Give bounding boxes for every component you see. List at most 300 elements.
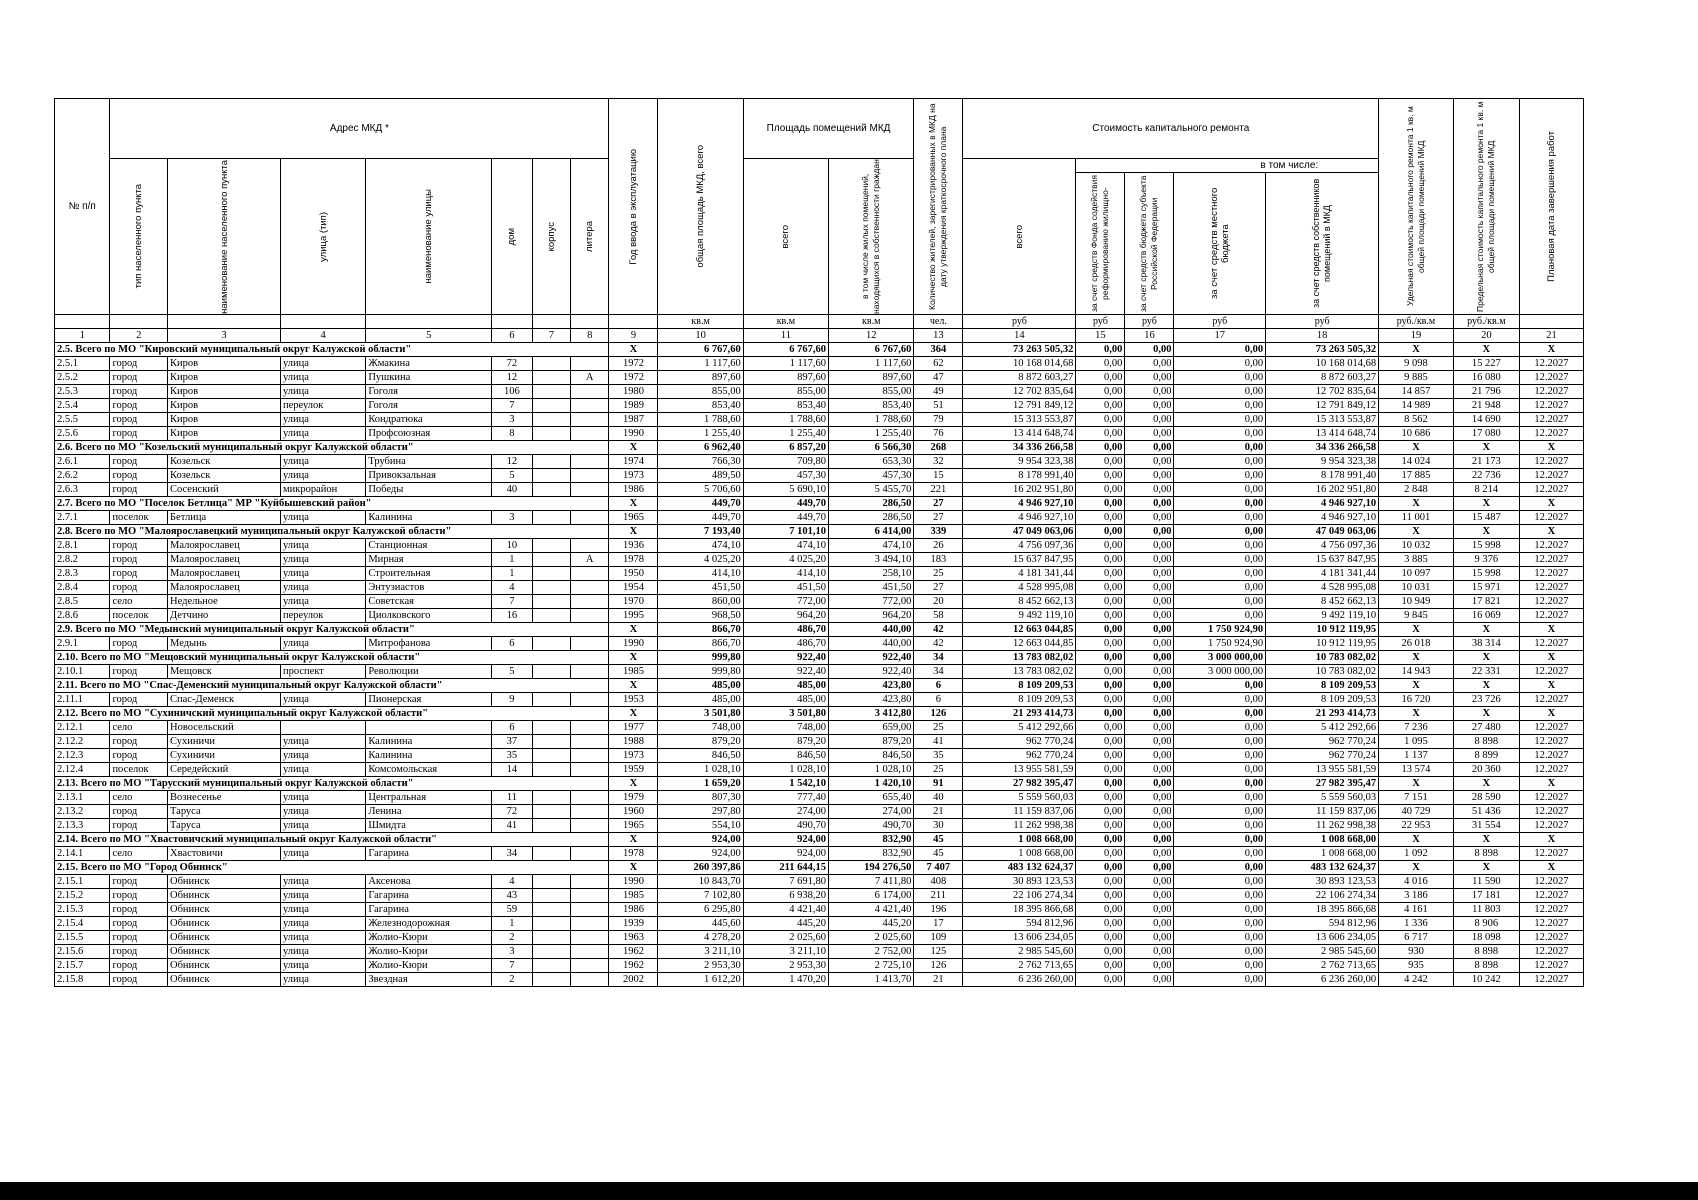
cost-subject: 0,00 (1125, 511, 1174, 525)
total-area: 1 028,10 (658, 763, 743, 777)
col-street-type-header: улица (тип) (281, 159, 366, 315)
year: 1978 (609, 847, 658, 861)
cost-total: 4 756 097,36 (963, 539, 1076, 553)
litera (571, 427, 609, 441)
cost-owners: 1 008 668,00 (1266, 847, 1379, 861)
area-citizens: 286,50 (829, 497, 914, 511)
unit-cell (492, 315, 533, 329)
capital-repair-plan-sheet (54, 98, 1584, 987)
cost-fund: 0,00 (1076, 805, 1125, 819)
completion-date: 12.2027 (1519, 959, 1583, 973)
cost-owners: 4 181 341,44 (1266, 567, 1379, 581)
street-name: Кондратюка (366, 413, 492, 427)
specific-cost: 3 885 (1379, 553, 1454, 567)
cost-subject: 0,00 (1125, 385, 1174, 399)
cost-fund: 0,00 (1076, 763, 1125, 777)
cost-local: 0,00 (1174, 455, 1266, 469)
unit-cell: руб (1174, 315, 1266, 329)
area-citizens: 258,10 (829, 567, 914, 581)
area-citizens: 846,50 (829, 749, 914, 763)
settlement-name: Киров (168, 385, 281, 399)
residents: 27 (914, 581, 963, 595)
units-row (55, 315, 1584, 329)
settlement-name: Сухиничи (168, 749, 281, 763)
settlement-type: город (110, 917, 168, 931)
area-citizens: 853,40 (829, 399, 914, 413)
street-type: улица (281, 385, 366, 399)
litera (571, 357, 609, 371)
year: X (609, 497, 658, 511)
litera (571, 945, 609, 959)
street-name: Шмидта (366, 819, 492, 833)
unit-cell: руб./кв.м (1379, 315, 1454, 329)
unit-cell (55, 315, 110, 329)
cost-subject: 0,00 (1125, 665, 1174, 679)
street-type: переулок (281, 609, 366, 623)
limit-cost: 8 899 (1453, 749, 1519, 763)
korpus (532, 791, 570, 805)
row-number: 2.8.4 (55, 581, 110, 595)
cost-owners: 30 893 123,53 (1266, 875, 1379, 889)
group-total-row (55, 707, 1584, 721)
col-limit-cost-header: Предельная стоимость капитального ремонта 1 кв. м общей площади помещений МКД (1453, 99, 1519, 315)
street-type: улица (281, 427, 366, 441)
street-type: улица (281, 889, 366, 903)
settlement-type: город (110, 483, 168, 497)
row-number: 2.5.3 (55, 385, 110, 399)
residents: 30 (914, 819, 963, 833)
korpus (532, 693, 570, 707)
table-row (55, 875, 1584, 889)
cost-local: 0,00 (1174, 917, 1266, 931)
group-name: 2.15. Всего по МО "Город Обнинск" (55, 861, 609, 875)
litera (571, 665, 609, 679)
specific-cost: 3 186 (1379, 889, 1454, 903)
settlement-type: город (110, 455, 168, 469)
area-all: 457,30 (743, 469, 828, 483)
row-number: 2.8.2 (55, 553, 110, 567)
completion-date: X (1519, 651, 1583, 665)
col-settle-name-header: наименование населенного пункта (168, 159, 281, 315)
year: 1988 (609, 735, 658, 749)
residents: 408 (914, 875, 963, 889)
group-name: 2.10. Всего по МО "Мещовский муниципальный округ Калужской области" (55, 651, 609, 665)
cost-subject: 0,00 (1125, 749, 1174, 763)
cost-total: 13 414 648,74 (963, 427, 1076, 441)
cost-total: 73 263 505,32 (963, 343, 1076, 357)
limit-cost: 15 998 (1453, 539, 1519, 553)
cost-subject: 0,00 (1125, 483, 1174, 497)
street-type: улица (281, 539, 366, 553)
cost-local: 0,00 (1174, 721, 1266, 735)
cost-local: 0,00 (1174, 973, 1266, 987)
korpus (532, 917, 570, 931)
cost-local: 0,00 (1174, 959, 1266, 973)
area-all: 897,60 (743, 371, 828, 385)
litera (571, 469, 609, 483)
cost-subject: 0,00 (1125, 833, 1174, 847)
area-all: 772,00 (743, 595, 828, 609)
house-number: 3 (492, 945, 533, 959)
table-row (55, 791, 1584, 805)
specific-cost: 930 (1379, 945, 1454, 959)
cost-local: 3 000 000,00 (1174, 651, 1266, 665)
residents: 7 407 (914, 861, 963, 875)
street-name: Советская (366, 595, 492, 609)
area-citizens: 655,40 (829, 791, 914, 805)
table-row (55, 959, 1584, 973)
group-name: 2.14. Всего по МО "Хвастовичский муниципальный округ Калужской области" (55, 833, 609, 847)
area-citizens: 1 255,40 (829, 427, 914, 441)
area-citizens: 451,50 (829, 581, 914, 595)
year: 2002 (609, 973, 658, 987)
limit-cost: X (1453, 343, 1519, 357)
row-number: 2.5.4 (55, 399, 110, 413)
area-citizens: 474,10 (829, 539, 914, 553)
year: X (609, 777, 658, 791)
street-name: Жолио-Кюри (366, 945, 492, 959)
cost-subject: 0,00 (1125, 903, 1174, 917)
total-area: 485,00 (658, 693, 743, 707)
total-area: 860,00 (658, 595, 743, 609)
cost-local: 0,00 (1174, 763, 1266, 777)
row-number: 2.15.5 (55, 931, 110, 945)
row-number: 2.5.2 (55, 371, 110, 385)
settlement-name: Медынь (168, 637, 281, 651)
cost-subject: 0,00 (1125, 539, 1174, 553)
cost-fund: 0,00 (1076, 623, 1125, 637)
street-name: Пушкина (366, 371, 492, 385)
table-row (55, 399, 1584, 413)
cost-local: 0,00 (1174, 791, 1266, 805)
cost-local: 0,00 (1174, 847, 1266, 861)
street-type: улица (281, 581, 366, 595)
total-area: 6 295,80 (658, 903, 743, 917)
cost-owners: 10 783 082,02 (1266, 665, 1379, 679)
street-type: улица (281, 931, 366, 945)
street-name: Революции (366, 665, 492, 679)
street-type (281, 721, 366, 735)
street-name: Гоголя (366, 399, 492, 413)
completion-date: 12.2027 (1519, 483, 1583, 497)
specific-cost: 1 095 (1379, 735, 1454, 749)
cost-local: 0,00 (1174, 679, 1266, 693)
cost-owners: 9 492 119,10 (1266, 609, 1379, 623)
area-citizens: 6 414,00 (829, 525, 914, 539)
residents: 196 (914, 903, 963, 917)
residents: 21 (914, 805, 963, 819)
specific-cost: 14 943 (1379, 665, 1454, 679)
cost-total: 4 528 995,08 (963, 581, 1076, 595)
house-number: 1 (492, 553, 533, 567)
area-citizens: 5 455,70 (829, 483, 914, 497)
limit-cost: 28 590 (1453, 791, 1519, 805)
specific-cost: 11 001 (1379, 511, 1454, 525)
house-number: 3 (492, 413, 533, 427)
cost-subject: 0,00 (1125, 469, 1174, 483)
group-total-row (55, 833, 1584, 847)
year: 1970 (609, 595, 658, 609)
settlement-type: город (110, 973, 168, 987)
column-number-cell: 12 (829, 329, 914, 343)
settlement-type: город (110, 553, 168, 567)
litera (571, 791, 609, 805)
year: X (609, 441, 658, 455)
korpus (532, 511, 570, 525)
specific-cost: 4 161 (1379, 903, 1454, 917)
litera (571, 399, 609, 413)
settlement-name: Малоярославец (168, 539, 281, 553)
korpus (532, 875, 570, 889)
settlement-name: Хвастовичи (168, 847, 281, 861)
table-row (55, 427, 1584, 441)
limit-cost: 16 080 (1453, 371, 1519, 385)
cost-total: 15 313 553,87 (963, 413, 1076, 427)
area-all: 922,40 (743, 651, 828, 665)
cost-total: 30 893 123,53 (963, 875, 1076, 889)
year: X (609, 833, 658, 847)
table-row (55, 609, 1584, 623)
residents: 183 (914, 553, 963, 567)
litera (571, 875, 609, 889)
year: 1953 (609, 693, 658, 707)
cost-local: 0,00 (1174, 525, 1266, 539)
street-type: улица (281, 917, 366, 931)
column-number-cell: 11 (743, 329, 828, 343)
cost-local: 0,00 (1174, 903, 1266, 917)
litera (571, 539, 609, 553)
specific-cost: 13 574 (1379, 763, 1454, 777)
area-citizens: 6 566,30 (829, 441, 914, 455)
area-all: 2 953,30 (743, 959, 828, 973)
street-type: микрорайон (281, 483, 366, 497)
street-name: Ленина (366, 805, 492, 819)
cost-total: 1 008 668,00 (963, 833, 1076, 847)
table-row (55, 693, 1584, 707)
cost-subject: 0,00 (1125, 805, 1174, 819)
house-number: 11 (492, 791, 533, 805)
group-total-row (55, 441, 1584, 455)
total-area: 6 962,40 (658, 441, 743, 455)
completion-date: X (1519, 777, 1583, 791)
completion-date: 12.2027 (1519, 791, 1583, 805)
street-name: Гагарина (366, 889, 492, 903)
house-number: 10 (492, 539, 533, 553)
completion-date: 12.2027 (1519, 903, 1583, 917)
cost-subject: 0,00 (1125, 931, 1174, 945)
year: 1978 (609, 553, 658, 567)
year: 1965 (609, 819, 658, 833)
cost-owners: 18 395 866,68 (1266, 903, 1379, 917)
specific-cost: 2 848 (1379, 483, 1454, 497)
group-total-row (55, 679, 1584, 693)
cost-local: 0,00 (1174, 889, 1266, 903)
cost-total: 34 336 266,58 (963, 441, 1076, 455)
cost-owners: 12 791 849,12 (1266, 399, 1379, 413)
residents: 20 (914, 595, 963, 609)
korpus (532, 749, 570, 763)
column-number-cell: 4 (281, 329, 366, 343)
year: 1985 (609, 665, 658, 679)
cost-owners: 4 756 097,36 (1266, 539, 1379, 553)
limit-cost: X (1453, 525, 1519, 539)
group-total-row (55, 497, 1584, 511)
unit-cell: руб (1266, 315, 1379, 329)
area-citizens: 423,80 (829, 693, 914, 707)
column-number-row (55, 329, 1584, 343)
street-type: улица (281, 847, 366, 861)
street-name: Калинина (366, 735, 492, 749)
house-number: 7 (492, 595, 533, 609)
house-number: 41 (492, 819, 533, 833)
area-citizens: 445,20 (829, 917, 914, 931)
house-number: 35 (492, 749, 533, 763)
area-all: 414,10 (743, 567, 828, 581)
col-local-header: за счет средств местного бюджета (1174, 173, 1266, 315)
limit-cost: 21 173 (1453, 455, 1519, 469)
cost-total: 4 946 927,10 (963, 497, 1076, 511)
unit-cell: руб./кв.м (1453, 315, 1519, 329)
row-number: 2.6.2 (55, 469, 110, 483)
year: 1995 (609, 609, 658, 623)
year: 1950 (609, 567, 658, 581)
table-row (55, 581, 1584, 595)
specific-cost: 14 857 (1379, 385, 1454, 399)
area-all: 7 101,10 (743, 525, 828, 539)
area-citizens: 490,70 (829, 819, 914, 833)
column-number-cell: 7 (532, 329, 570, 343)
completion-date: X (1519, 343, 1583, 357)
cost-local: 0,00 (1174, 805, 1266, 819)
col-cost-all-header: всего (963, 159, 1076, 315)
cost-local: 0,00 (1174, 833, 1266, 847)
street-name: Жолио-Кюри (366, 959, 492, 973)
column-number-cell: 15 (1076, 329, 1125, 343)
area-citizens: 653,30 (829, 455, 914, 469)
group-total-row (55, 343, 1584, 357)
specific-cost: X (1379, 777, 1454, 791)
specific-cost: 9 098 (1379, 357, 1454, 371)
total-area: 3 501,80 (658, 707, 743, 721)
area-all: 748,00 (743, 721, 828, 735)
street-name: Мирная (366, 553, 492, 567)
table-row (55, 371, 1584, 385)
total-area: 7 193,40 (658, 525, 743, 539)
total-area: 554,10 (658, 819, 743, 833)
year: 1974 (609, 455, 658, 469)
limit-cost: 23 726 (1453, 693, 1519, 707)
table-row (55, 917, 1584, 931)
residents: 211 (914, 889, 963, 903)
street-name: Профсоюзная (366, 427, 492, 441)
cost-owners: 594 812,96 (1266, 917, 1379, 931)
area-all: 855,00 (743, 385, 828, 399)
residents: 42 (914, 623, 963, 637)
cost-owners: 11 159 837,06 (1266, 805, 1379, 819)
table-row (55, 595, 1584, 609)
group-name: 2.12. Всего по МО "Сухиничский муниципальный округ Калужской области" (55, 707, 609, 721)
address-group-header: Адрес МКД * (110, 99, 609, 159)
cost-total: 483 132 624,37 (963, 861, 1076, 875)
row-number: 2.7.1 (55, 511, 110, 525)
cost-local: 0,00 (1174, 497, 1266, 511)
year: 1980 (609, 385, 658, 399)
litera (571, 567, 609, 581)
area-all: 6 767,60 (743, 343, 828, 357)
area-citizens: 2 725,10 (829, 959, 914, 973)
total-area: 1 659,20 (658, 777, 743, 791)
house-number: 2 (492, 973, 533, 987)
completion-date: X (1519, 525, 1583, 539)
residents: 125 (914, 945, 963, 959)
area-citizens: 772,00 (829, 595, 914, 609)
total-area: 2 953,30 (658, 959, 743, 973)
group-total-row (55, 651, 1584, 665)
area-all: 5 690,10 (743, 483, 828, 497)
completion-date: X (1519, 623, 1583, 637)
cost-local: 0,00 (1174, 469, 1266, 483)
completion-date: 12.2027 (1519, 427, 1583, 441)
area-citizens: 3 494,10 (829, 553, 914, 567)
table-row (55, 735, 1584, 749)
cost-fund: 0,00 (1076, 469, 1125, 483)
street-name: Аксенова (366, 875, 492, 889)
litera (571, 889, 609, 903)
cost-fund: 0,00 (1076, 343, 1125, 357)
cost-subject: 0,00 (1125, 497, 1174, 511)
settlement-name: Таруса (168, 805, 281, 819)
area-citizens: 3 412,80 (829, 707, 914, 721)
settlement-type: город (110, 357, 168, 371)
litera (571, 959, 609, 973)
specific-cost: 8 562 (1379, 413, 1454, 427)
column-number-cell: 9 (609, 329, 658, 343)
cost-total: 13 955 581,59 (963, 763, 1076, 777)
area-all: 274,00 (743, 805, 828, 819)
korpus (532, 973, 570, 987)
cost-total: 8 452 662,13 (963, 595, 1076, 609)
cost-fund: 0,00 (1076, 833, 1125, 847)
cost-owners: 4 946 927,10 (1266, 511, 1379, 525)
cost-owners: 47 049 063,06 (1266, 525, 1379, 539)
total-area: 766,30 (658, 455, 743, 469)
completion-date: 12.2027 (1519, 637, 1583, 651)
cost-local: 0,00 (1174, 609, 1266, 623)
litera (571, 595, 609, 609)
row-number: 2.8.5 (55, 595, 110, 609)
area-all: 924,00 (743, 833, 828, 847)
completion-date: X (1519, 441, 1583, 455)
litera (571, 749, 609, 763)
cost-local: 0,00 (1174, 427, 1266, 441)
table-row (55, 973, 1584, 987)
specific-cost: X (1379, 623, 1454, 637)
limit-cost: 8 898 (1453, 959, 1519, 973)
completion-date: 12.2027 (1519, 721, 1583, 735)
street-type: улица (281, 693, 366, 707)
completion-date: 12.2027 (1519, 511, 1583, 525)
specific-cost: X (1379, 833, 1454, 847)
cost-total: 962 770,24 (963, 749, 1076, 763)
area-all: 6 938,20 (743, 889, 828, 903)
street-type: улица (281, 763, 366, 777)
table-row (55, 889, 1584, 903)
street-name: Комсомольская (366, 763, 492, 777)
korpus (532, 469, 570, 483)
row-number: 2.15.4 (55, 917, 110, 931)
total-area: 451,50 (658, 581, 743, 595)
street-type: улица (281, 973, 366, 987)
